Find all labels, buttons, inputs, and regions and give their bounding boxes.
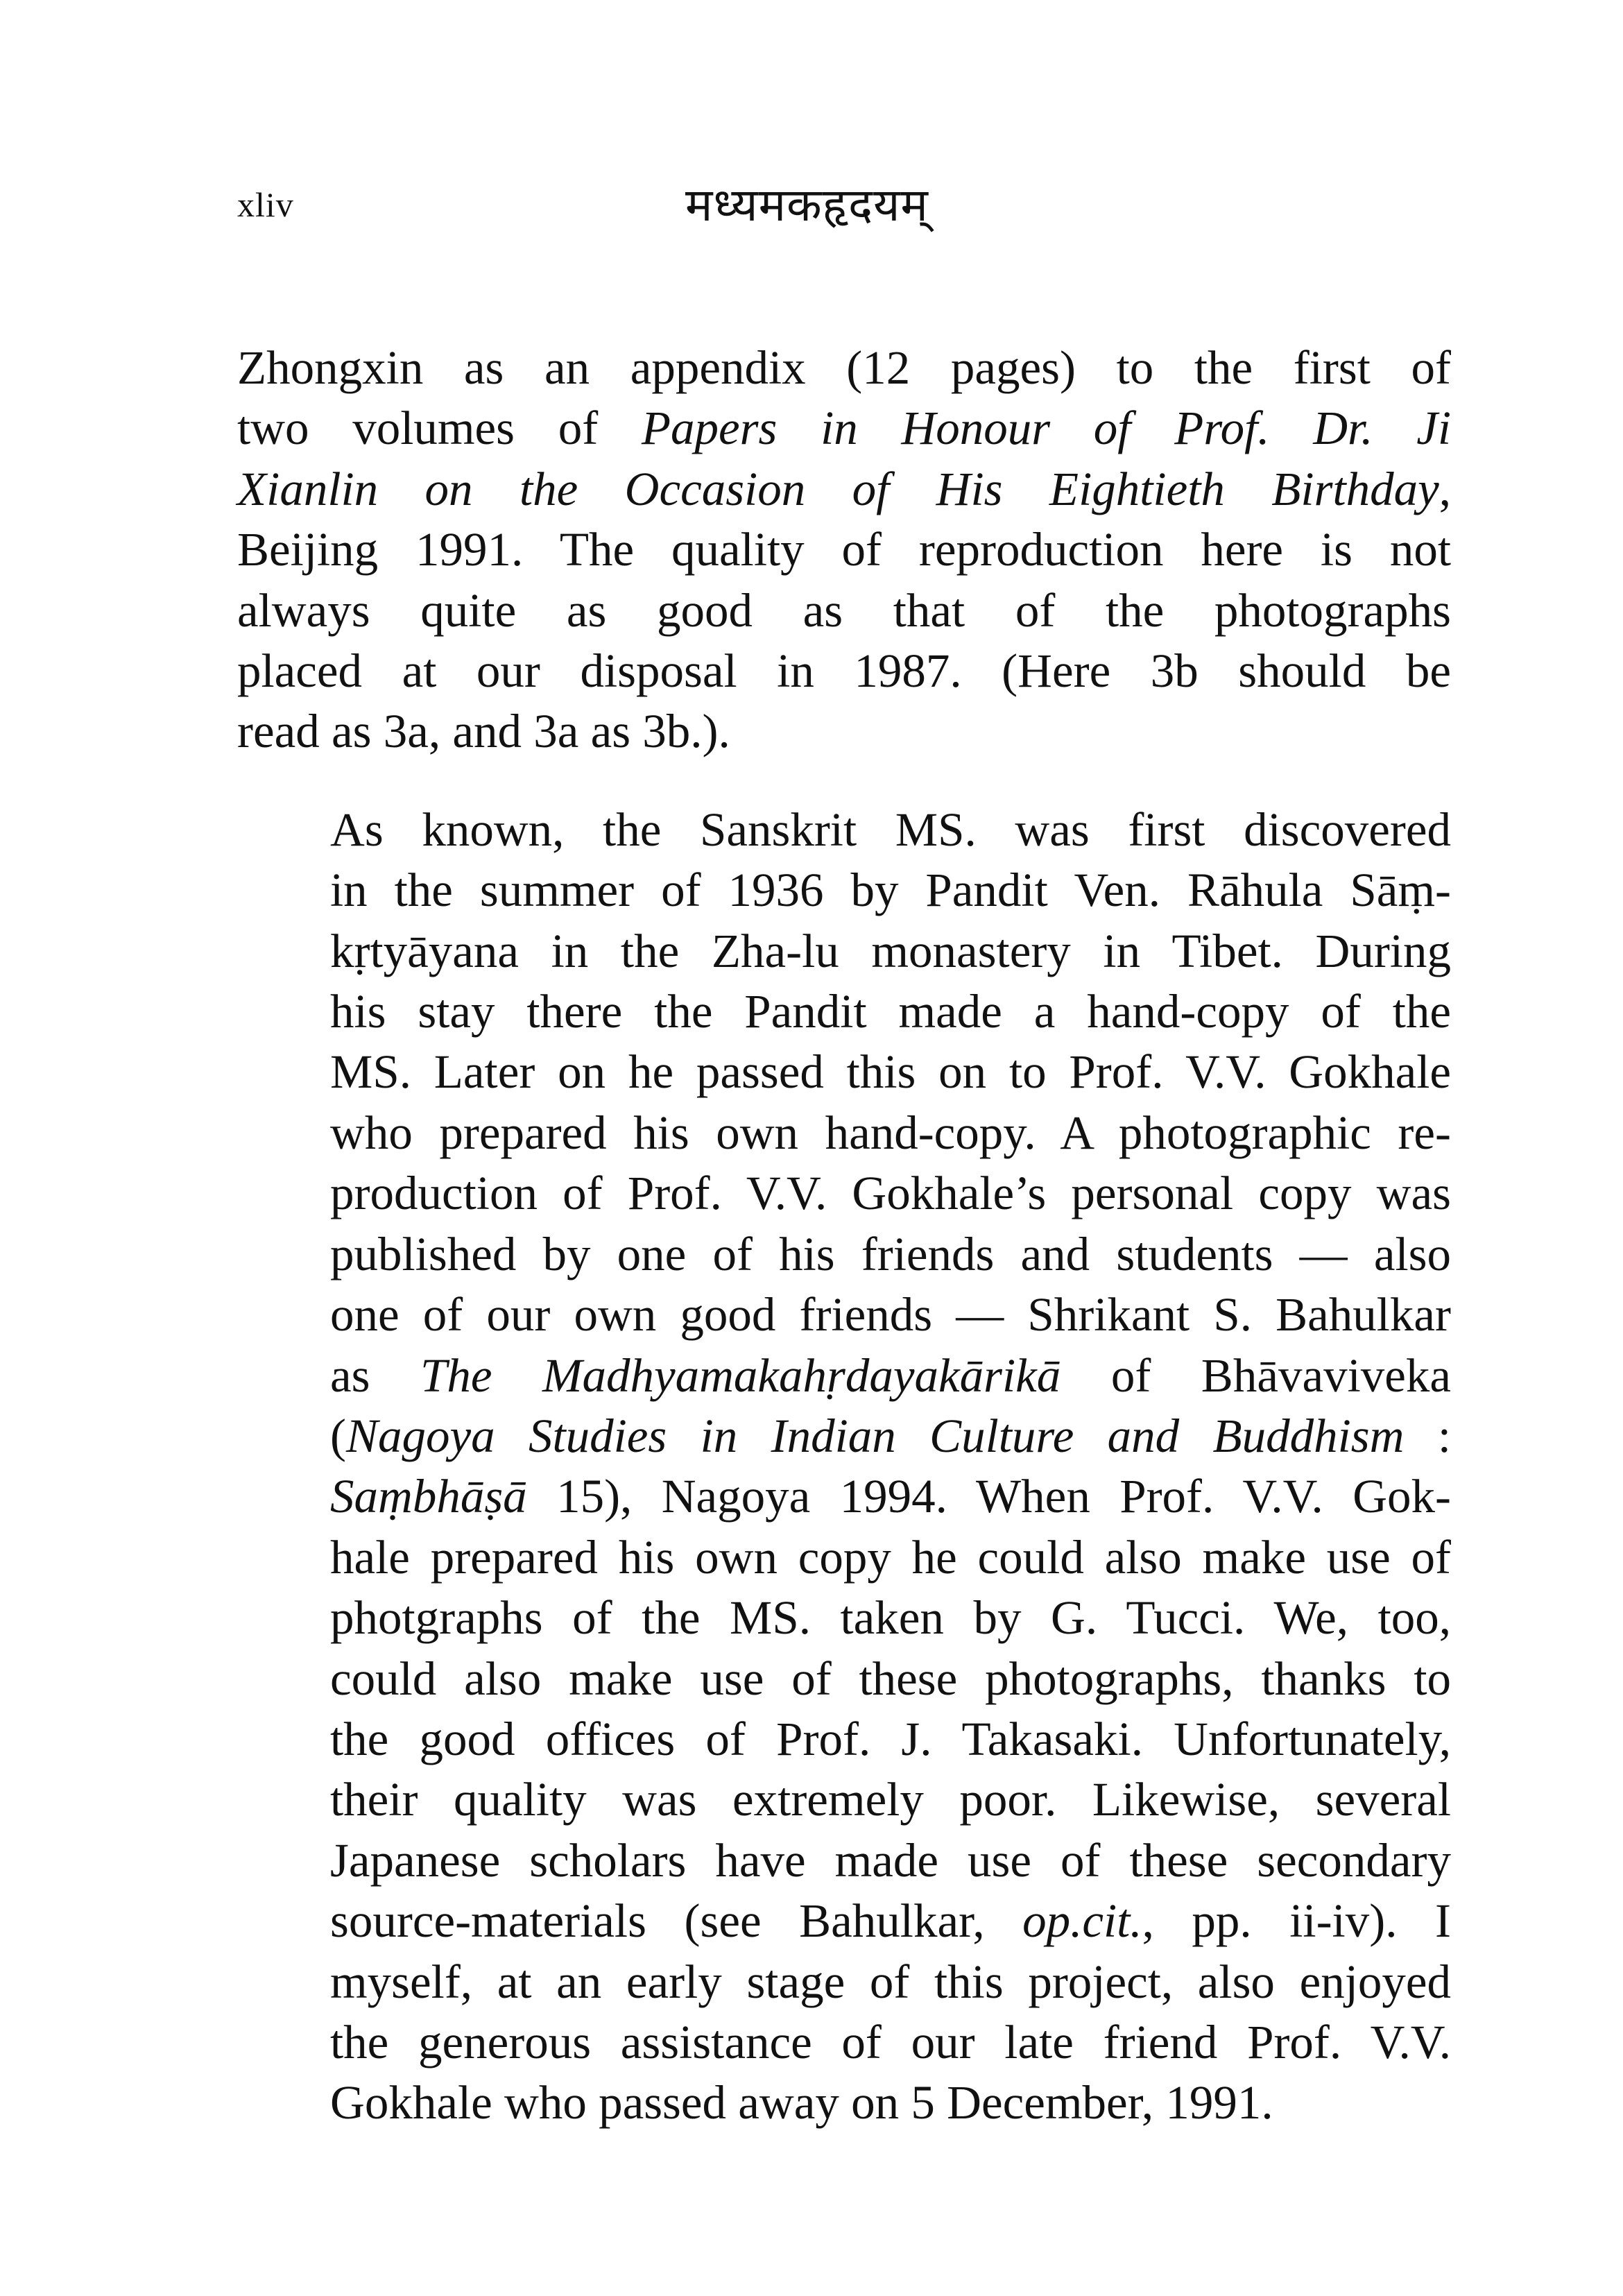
series-title: Saṃbhāṣā xyxy=(330,1470,527,1523)
text-line: the generous assistance of our late friend Prof. V.V. xyxy=(330,2015,1451,2068)
text-line: Gokhale who passed away on 5 December, 1991. xyxy=(330,2076,1273,2130)
text-line: photgraphs of the MS. taken by G. Tucci. We, too, xyxy=(330,1591,1451,1645)
text-line: production of Prof. V.V. Gokhale’s personal copy was xyxy=(330,1167,1451,1220)
paragraph-1 xyxy=(237,338,1451,762)
text-line: in the summer of 1936 by Pandit Ven. Rāhula Sāṃ- xyxy=(330,864,1451,917)
text-line: the good offices of Prof. J. Takasaki. Unfortunately, xyxy=(330,1712,1451,1765)
citation-abbrev: op.cit. xyxy=(1022,1894,1142,1948)
book-title: Xianlin on the Occasion of His Eightieth Birthday xyxy=(237,462,1439,515)
text-line: Xianlin on the Occasion of His Eightieth Birthday, xyxy=(237,462,1451,515)
book-title: Papers in Honour of Prof. Dr. Ji xyxy=(641,402,1451,455)
text-line: their quality was extremely poor. Likewise, several xyxy=(330,1773,1451,1826)
text-line: As known, the Sanskrit MS. was first discovered xyxy=(330,803,1451,856)
text-line: read as 3a, and 3a as 3b.). xyxy=(237,705,730,758)
text-line: kṛtyāyana in the Zha-lu monastery in Tibet. During xyxy=(330,924,1451,977)
running-title: मध्यमकहृदयम् xyxy=(685,178,929,232)
text-line: who prepared his own hand-copy. A photographic re- xyxy=(330,1106,1451,1159)
text-line: placed at our disposal in 1987. (Here 3b should be xyxy=(237,644,1451,698)
paragraph-2 xyxy=(237,800,1451,2134)
text-line: always quite as good as that of the photographs xyxy=(237,583,1451,637)
text-line: Saṃbhāṣā 15), Nagoya 1994. When Prof. V.V. Gok- xyxy=(330,1470,1451,1523)
text-line: source-materials (see Bahulkar, op.cit., pp. ii-iv). I xyxy=(330,1894,1451,1948)
page-number: xliv xyxy=(237,185,294,224)
book-title: The Madhyamakahṛdayakārikā xyxy=(420,1348,1061,1402)
text-line: Zhongxin as an appendix (12 pages) to the first of xyxy=(237,341,1451,394)
text-line: two volumes of Papers in Honour of Prof. Dr. Ji xyxy=(237,402,1451,455)
text-line: his stay there the Pandit made a hand-copy of the xyxy=(330,985,1451,1038)
text-line: myself, at an early stage of this project, also enjoyed xyxy=(330,1955,1451,2008)
text-line: (Nagoya Studies in Indian Culture and Buddhism : xyxy=(330,1409,1451,1462)
text-line: as The Madhyamakahṛdayakārikā of Bhāvaviveka xyxy=(330,1348,1451,1402)
text-line: published by one of his friends and students — also xyxy=(330,1227,1451,1280)
text-line: could also make use of these photographs, thanks to xyxy=(330,1652,1451,1705)
text-line: MS. Later on he passed this on to Prof. V.V. Gokhale xyxy=(330,1045,1451,1099)
body-text xyxy=(237,338,1451,2134)
text-line: Beijing 1991. The quality of reproduction here is not xyxy=(237,523,1451,576)
text-line: one of our own good friends — Shrikant S. Bahulkar xyxy=(330,1288,1451,1342)
text-line: Japanese scholars have made use of these secondary xyxy=(330,1833,1451,1887)
series-title: Nagoya Studies in Indian Culture and Buddhism xyxy=(345,1409,1405,1462)
page-header xyxy=(237,172,1451,248)
text-line: hale prepared his own copy he could also make use of xyxy=(330,1530,1451,1584)
